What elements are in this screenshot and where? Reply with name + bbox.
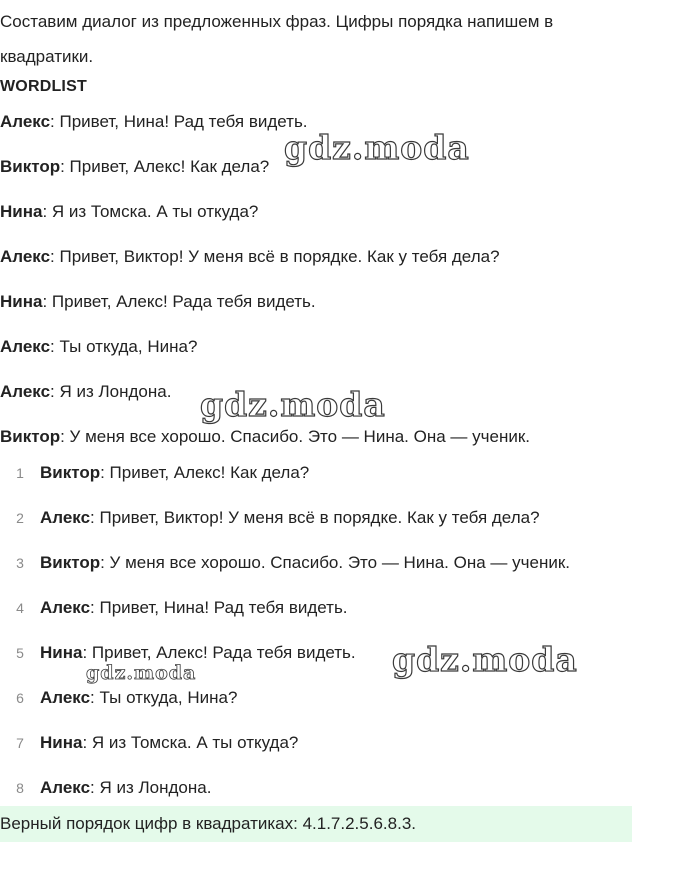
phrase-text: : Ты откуда, Нина? — [90, 688, 238, 707]
phrase-text: : Привет, Алекс! Рада тебя видеть. — [82, 643, 356, 662]
watermark-logo: gdz.moda — [284, 128, 470, 167]
speaker-name: Нина — [40, 643, 83, 662]
speaker-name: Нина — [40, 733, 83, 752]
speaker-name: Алекс — [0, 337, 51, 356]
phrase-text: : Я из Томска. А ты откуда? — [82, 733, 299, 752]
wordlist-item — [0, 155, 269, 179]
phrase-text: : Ты откуда, Нина? — [50, 337, 198, 356]
order-number: 3 — [16, 555, 24, 571]
speaker-name: Алекс — [40, 598, 91, 617]
phrase-text: : Привет, Алекс! Как дела? — [60, 157, 270, 176]
phrase-text: : Привет, Виктор! У меня всё в порядке. Как у тебя дела? — [90, 508, 540, 527]
ordered-list-item — [0, 506, 640, 530]
speaker-name: Виктор — [40, 553, 101, 572]
phrase-text: : Привет, Алекс! Рада тебя видеть. — [42, 292, 316, 311]
task-instruction: Составим диалог из предложенных фраз. Цифры порядка напишем в квадратики. — [0, 12, 554, 66]
ordered-list-item — [0, 596, 640, 620]
ordered-list-item — [0, 551, 640, 575]
wordlist-item — [0, 335, 197, 359]
phrase-text: : Привет, Нина! Рад тебя видеть. — [50, 112, 308, 131]
ordered-list-item — [0, 461, 640, 485]
speaker-name: Виктор — [0, 427, 61, 446]
order-number: 4 — [16, 600, 24, 616]
order-number: 5 — [16, 645, 24, 661]
phrase-text: : У меня все хорошо. Спасибо. Это — Нина. Она — ученик. — [60, 427, 530, 446]
phrase-text: : Привет, Нина! Рад тебя видеть. — [90, 598, 348, 617]
speaker-name: Нина — [0, 292, 43, 311]
answer-box — [0, 806, 632, 842]
speaker-name: Виктор — [40, 463, 101, 482]
phrase-text: : Привет, Алекс! Как дела? — [100, 463, 310, 482]
wordlist-item — [0, 110, 308, 134]
speaker-name: Алекс — [40, 778, 91, 797]
order-number: 1 — [16, 465, 24, 481]
wordlist-item — [0, 380, 171, 404]
speaker-name: Алекс — [40, 688, 91, 707]
speaker-name: Алекс — [0, 112, 51, 131]
ordered-list-item — [0, 686, 640, 710]
speaker-name: Алекс — [40, 508, 91, 527]
wordlist-item — [0, 245, 500, 269]
speaker-name: Алекс — [0, 382, 51, 401]
phrase-text: : Я из Лондона. — [50, 382, 172, 401]
speaker-name: Нина — [0, 202, 43, 221]
phrase-text: : Я из Томска. А ты откуда? — [42, 202, 259, 221]
watermark-logo: gdz.moda — [86, 662, 197, 684]
wordlist-item — [0, 425, 530, 449]
ordered-list-item — [0, 776, 640, 800]
phrase-text: : Я из Лондона. — [90, 778, 212, 797]
ordered-list-item — [0, 731, 640, 755]
order-number: 2 — [16, 510, 24, 526]
wordlist-heading: WORDLIST — [0, 78, 87, 95]
speaker-name: Алекс — [0, 247, 51, 266]
phrase-text: : У меня все хорошо. Спасибо. Это — Нина. Она — ученик. — [100, 553, 570, 572]
order-number: 8 — [16, 780, 24, 796]
wordlist-item — [0, 200, 258, 224]
order-number: 7 — [16, 735, 24, 751]
order-number: 6 — [16, 690, 24, 706]
answer-text: Верный порядок цифр в квадратиках: 4.1.7.2.5.6.8.3. — [0, 814, 416, 833]
watermark-logo: gdz.moda — [392, 640, 578, 679]
watermark-logo: gdz.moda — [200, 385, 386, 424]
phrase-text: : Привет, Виктор! У меня всё в порядке. Как у тебя дела? — [50, 247, 500, 266]
speaker-name: Виктор — [0, 157, 61, 176]
wordlist-item — [0, 290, 316, 314]
